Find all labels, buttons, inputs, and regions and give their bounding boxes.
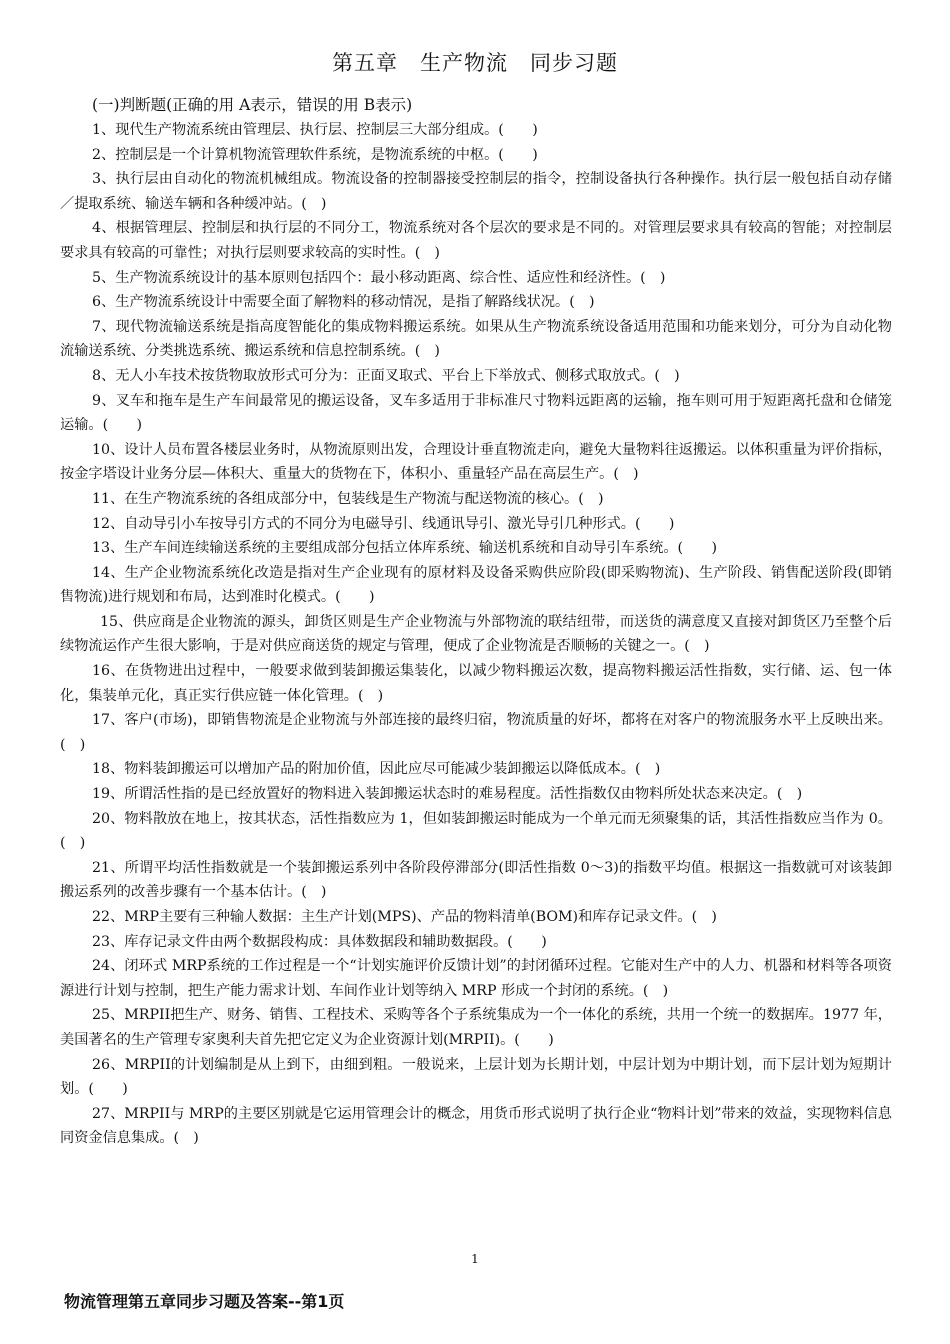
question-item: 25、MRPII把生产、财务、销售、工程技术、采购等各个子系统集成为一个一体化的系统，共用一个统一的数据库。1977 年，美国著名的生产管理专家奥利夫首先把它定义为企业资源计划(MRPII)。( ): [60, 1007, 892, 1048]
question-item: 8、无人小车技术按货物取放形式可分为：正面叉取式、平台上下举放式、侧移式取放式。( ): [92, 367, 680, 384]
question-item: 11、在生产物流系统的各组成部分中，包装线是生产物流与配送物流的核心。( ): [92, 490, 604, 507]
question-item: 14、生产企业物流系统化改造是指对生产企业现有的原材料及设备采购供应阶段(即采购物流)、生产阶段、销售配送阶段(即销售物流)进行规划和布局，达到准时化模式。( ): [60, 564, 892, 606]
question-item: 17、客户(市场)，即销售物流是企业物流与外部连接的最终归宿，物流质量的好坏，都将在对客户的物流服务水平上反映出来。( ): [60, 712, 892, 753]
question-list: [60, 118, 892, 1151]
question-item: 19、所谓活性指的是已经放置好的物料进入装卸搬运状态时的难易程度。活性指数仅由物料所处状态来决定。( ): [92, 786, 803, 803]
question-item: 6、生产物流系统设计中需要全面了解物料的移动情况，是指了解路线状况。( ): [92, 294, 595, 311]
question-item: 27、MRPII与 MRP的主要区别就是它运用管理会计的概念，用货币形式说明了执行企业“物料计划”带来的效益，实现物料信息同资金信息集成。( ): [60, 1105, 892, 1147]
question-item: 5、生产物流系统设计的基本原则包括四个：最小移动距离、综合性、适应性和经济性。( ): [92, 269, 666, 286]
question-item: 18、物料装卸搬运可以增加产品的附加价值，因此应尽可能减少装卸搬运以降低成本。( ): [92, 761, 661, 778]
question-item: 10、设计人员布置各楼层业务时，从物流原则出发，合理设计垂直物流走向，避免大量物料往返搬运。以体积重量为评价指标，按金字塔设计业务分层—体积大、重量大的货物在下，体积小、重量轻产品在高层生产。( ): [60, 441, 892, 483]
question-item: 15、供应商是企业物流的源头，卸货区则是生产企业物流与外部物流的联结纽带，而送货的满意度又直接对卸货区乃至整个后续物流运作产生很大影响，于是对供应商送货的规定与管理，便成了企业物流是否顺畅的关键之一。( ): [60, 613, 892, 655]
question-item: 4、根据管理层、控制层和执行层的不同分工，物流系统对各个层次的要求是不同的。对管理层要求具有较高的智能；对控制层要求具有较高的可靠性；对执行层则要求较高的实时性。( ): [60, 220, 892, 261]
question-item: 13、生产车间连续输送系统的主要组成部分包括立体库系统、输送机系统和自动导引车系统。( ): [92, 540, 718, 557]
question-item: 22、MRP主要有三种输人数据：主生产计划(MPS)、产品的物料清单(BOM)和库存记录文件。( ): [92, 909, 717, 925]
question-item: 9、叉车和拖车是生产车间最常见的搬运设备，叉车多适用于非标准尺寸物料远距离的运输，拖车则可用于短距离托盘和仓储笼运输。( ): [60, 392, 892, 434]
question-item: 26、MRPII的计划编制是从上到下，由细到粗。一般说来，上层计划为长期计划，中层计划为中期计划，而下层计划为短期计划。( ): [60, 1056, 892, 1098]
question-item: 23、库存记录文件由两个数据段构成：具体数据段和辅助数据段。( ): [92, 933, 547, 950]
chapter-title: 第五章 生产物流 同步习题: [332, 51, 618, 75]
question-item: 20、物料散放在地上，按其状态，活性指数应为 1，但如装卸搬运时能成为一个单元而无须聚集的话，其活性指数应当作为 0。( ): [60, 810, 892, 852]
section-heading: (一)判断题(正确的用 A表示，错误的用 B表示): [92, 96, 413, 114]
page-number: 1: [471, 1252, 479, 1266]
question-item: 3、执行层由自动化的物流机械组成。物流设备的控制器接受控制层的指令，控制设备执行各种操作。执行层一般包括自动存储／提取系统、输送车辆和各种缓冲站。( ): [60, 171, 892, 212]
question-item: 1、现代生产物流系统由管理层、执行层、控制层三大部分组成。( ): [92, 122, 538, 138]
question-item: 24、闭环式 MRP系统的工作过程是一个“计划实施评价反馈计划”的封闭循环过程。它能对生产中的人力、机器和材料等各项资源进行计划与控制，把生产能力需求计划、车间作业计划等纳入 MRP 形成一个封闭的系统。( ): [60, 958, 892, 999]
question-item: 16、在货物进出过程中，一般要求做到装卸搬运集装化，以减少物料搬运次数，提高物料搬运活性指数，实行储、运、包一体化，集装单元化，真正实行供应链一体化管理。( ): [60, 663, 892, 704]
footer-caption: 物流管理第五章同步习题及答案--第1页: [64, 1292, 345, 1311]
question-item: 21、所谓平均活性指数就是一个装卸搬运系列中各阶段停滞部分(即活性指数 0～3)的指数平均值。根据这一指数就可对该装卸搬运系列的改善步骤有一个基本估计。( ): [60, 859, 892, 901]
question-item: 2、控制层是一个计算机物流管理软件系统，是物流系统的中枢。( ): [92, 146, 538, 163]
question-item: 7、现代物流输送系统是指高度智能化的集成物料搬运系统。如果从生产物流系统设备适用范围和功能来划分，可分为自动化物流输送系统、分类挑选系统、搬运系统和信息控制系统。( ): [60, 318, 892, 360]
question-item: 12、自动导引小车按导引方式的不同分为电磁导引、线通讯导引、激光导引几种形式。( ): [92, 515, 675, 532]
